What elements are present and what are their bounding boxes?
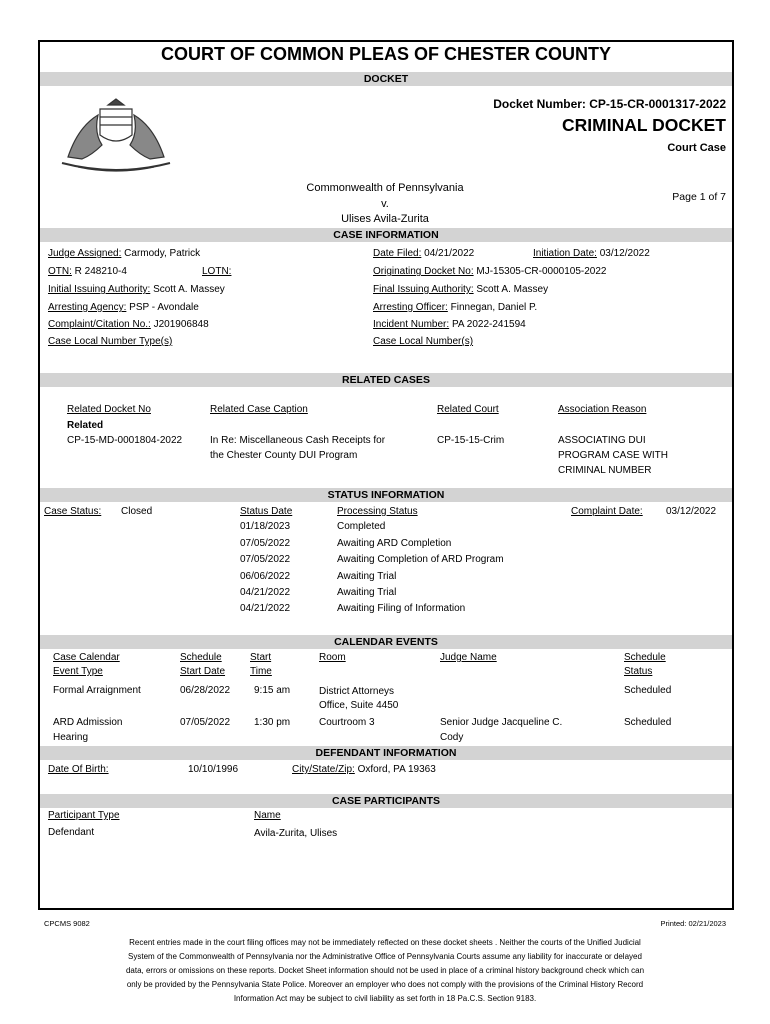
initiation-value: 03/12/2022: [599, 248, 650, 259]
defendant-band: DEFENDANT INFORMATION: [40, 746, 732, 760]
arrest-agency-value: PSP - Avondale: [129, 302, 199, 313]
col-participant-name: Name: [254, 810, 281, 821]
related-caption-line1: In Re: Miscellaneous Cash Receipts for: [210, 435, 386, 446]
status-date: 07/05/2022: [240, 538, 291, 549]
plaintiff: Commonwealth of Pennsylvania: [306, 182, 464, 194]
coat-of-arms-seal-icon: [48, 95, 184, 175]
event-room-line2: Office, Suite 4450: [319, 700, 399, 711]
status-text: Awaiting Filing of Information: [337, 603, 466, 614]
lotn-label: LOTN:: [202, 266, 232, 277]
otn-value: R 248210-4: [74, 266, 127, 277]
event-judge-line2: Cody: [440, 732, 464, 743]
versus: v.: [381, 198, 389, 210]
defendant-name: Ulises Avila-Zurita: [341, 213, 429, 225]
final-auth-label: Final Issuing Authority:: [373, 284, 474, 295]
dob-label: Date Of Birth:: [48, 764, 109, 775]
orig-docket-row: [373, 266, 606, 277]
related-reason-line2: PROGRAM CASE WITH: [558, 450, 669, 461]
col-related-caption: Related Case Caption: [210, 404, 308, 415]
disclaimer-line: data, errors or omissions on these reports. Docket Sheet information should not be used in place of a criminal history background check which can: [125, 966, 645, 975]
col-schedule-2: Start Date: [180, 666, 226, 677]
event-type: ARD Admission: [53, 717, 123, 728]
incident-row: [373, 319, 526, 330]
col-event-type-2: Event Type: [53, 666, 103, 677]
event-type-line2: Hearing: [53, 732, 89, 743]
dob-value: 10/10/1996: [188, 764, 239, 775]
date-filed-row: [373, 248, 474, 259]
final-auth-row: [373, 284, 548, 295]
status-text: Awaiting Trial: [337, 587, 397, 598]
court-title: COURT OF COMMON PLEAS OF CHESTER COUNTY: [161, 44, 611, 64]
complaint-date-label: Complaint Date:: [571, 506, 643, 517]
related-court-value: CP-15-15-Crim: [437, 435, 505, 446]
local-type-label: Case Local Number Type(s): [48, 336, 173, 347]
related-reason-line3: CRIMINAL NUMBER: [558, 465, 652, 476]
col-start-1: Start: [250, 652, 272, 663]
disclaimer-line: System of the Commonwealth of Pennsylvania nor the Administrative Office of Pennsylvania Courts assume any liability for inaccurate or delayed: [128, 952, 642, 961]
related-caption-line2: the Chester County DUI Program: [210, 450, 358, 461]
init-auth-label: Initial Issuing Authority:: [48, 284, 151, 295]
arrest-agency-label: Arresting Agency:: [48, 302, 127, 313]
col-participant-type: Participant Type: [48, 810, 120, 821]
case-kind: Court Case: [667, 142, 726, 154]
date-filed-label: Date Filed:: [373, 248, 422, 259]
judge-row: [48, 248, 200, 259]
complaint-row: [48, 319, 209, 330]
judge-value: Carmody, Patrick: [124, 248, 201, 259]
disclaimer-line: only be provided by the Pennsylvania State Police. Moreover an employer who does not comply with the provisions of the Criminal History Record: [126, 980, 644, 989]
col-judge: Judge Name: [440, 652, 497, 663]
col-schedule-1: Schedule: [180, 652, 222, 663]
otn-label: OTN:: [48, 266, 72, 277]
docket-band: DOCKET: [40, 72, 732, 86]
docket-type: CRIMINAL DOCKET: [562, 115, 726, 135]
disclaimer-line: Information Act may be subject to civil liability as set forth in 18 Pa.C.S. Section 9183.: [233, 994, 537, 1003]
event-date: 06/28/2022: [180, 685, 231, 696]
col-related-docket: Related Docket No: [67, 404, 151, 415]
init-auth-value: Scott A. Massey: [153, 284, 225, 295]
related-docket-value: CP-15-MD-0001804-2022: [67, 435, 183, 446]
complaint-label: Complaint/Citation No.:: [48, 319, 151, 330]
col-related-court: Related Court: [437, 404, 499, 415]
status-text: Awaiting Trial: [337, 571, 397, 582]
initiation-label: Initiation Date:: [533, 248, 597, 259]
disclaimer-line: Recent entries made in the court filing offices may not be immediately reflected on these docket sheets . Neither the courts of the Unified Judicial: [129, 938, 641, 947]
status-text: Completed: [337, 521, 386, 532]
calendar-band: CALENDAR EVENTS: [40, 635, 732, 649]
orig-docket-label: Originating Docket No:: [373, 266, 474, 277]
arrest-officer-label: Arresting Officer:: [373, 302, 448, 313]
init-auth-row: [48, 284, 225, 295]
event-time: 1:30 pm: [254, 717, 291, 728]
incident-value: PA 2022-241594: [451, 319, 526, 330]
docket-number: Docket Number: CP-15-CR-0001317-2022: [493, 97, 726, 111]
event-room-line1: District Attorneys: [319, 686, 395, 697]
event-room-line1: Courtroom 3: [319, 717, 375, 728]
status-text: Awaiting Completion of ARD Program: [337, 554, 504, 565]
col-start-2: Time: [250, 666, 272, 677]
event-type: Formal Arraignment: [53, 685, 141, 696]
status-band: STATUS INFORMATION: [40, 488, 732, 502]
status-text: Awaiting ARD Completion: [337, 538, 452, 549]
col-processing-status: Processing Status: [337, 506, 418, 517]
event-judge-line1: Senior Judge Jacqueline C.: [440, 717, 563, 728]
csz-label: City/State/Zip:: [292, 764, 355, 775]
csz-row: [292, 764, 436, 775]
form-id: CPCMS 9082: [44, 919, 90, 928]
csz-value: Oxford, PA 19363: [357, 764, 436, 775]
local-number-label: Case Local Number(s): [373, 336, 474, 347]
initiation-row: [533, 248, 650, 259]
event-time: 9:15 am: [254, 685, 291, 696]
related-cases-band: RELATED CASES: [40, 373, 732, 387]
case-status-label: Case Status:: [44, 506, 102, 517]
event-status: Scheduled: [624, 685, 672, 696]
otn-row: [48, 266, 127, 277]
col-sched-status-1: Schedule: [624, 652, 666, 663]
incident-label: Incident Number:: [373, 319, 450, 330]
related-reason-line1: ASSOCIATING DUI: [558, 435, 646, 446]
complaint-date-value: 03/12/2022: [666, 506, 717, 517]
col-room: Room: [319, 652, 346, 663]
event-status: Scheduled: [624, 717, 672, 728]
participant-name: Avila-Zurita, Ulises: [254, 828, 338, 839]
participant-type: Defendant: [48, 827, 95, 838]
status-date: 04/21/2022: [240, 587, 291, 598]
status-date: 06/06/2022: [240, 571, 291, 582]
status-date: 04/21/2022: [240, 603, 291, 614]
orig-docket-value: MJ-15305-CR-0000105-2022: [476, 266, 607, 277]
complaint-value: J201906848: [153, 319, 209, 330]
status-date: 01/18/2023: [240, 521, 291, 532]
col-association-reason: Association Reason: [558, 404, 647, 415]
related-group-label: Related: [67, 420, 104, 431]
arrest-officer-row: [373, 302, 537, 313]
arrest-agency-row: [48, 302, 199, 313]
case-status-value: Closed: [121, 506, 153, 517]
col-sched-status-2: Status: [624, 666, 653, 677]
case-info-band: CASE INFORMATION: [40, 228, 732, 242]
page-indicator: Page 1 of 7: [672, 191, 726, 203]
event-date: 07/05/2022: [180, 717, 231, 728]
participants-band: CASE PARTICIPANTS: [40, 794, 732, 808]
status-date: 07/05/2022: [240, 554, 291, 565]
judge-label: Judge Assigned:: [48, 248, 122, 259]
arrest-officer-value: Finnegan, Daniel P.: [450, 302, 538, 313]
date-filed-value: 04/21/2022: [424, 248, 475, 259]
col-status-date: Status Date: [240, 506, 293, 517]
final-auth-value: Scott A. Massey: [476, 284, 549, 295]
printed-date: Printed: 02/21/2023: [660, 919, 726, 928]
col-event-type-1: Case Calendar: [53, 652, 120, 663]
